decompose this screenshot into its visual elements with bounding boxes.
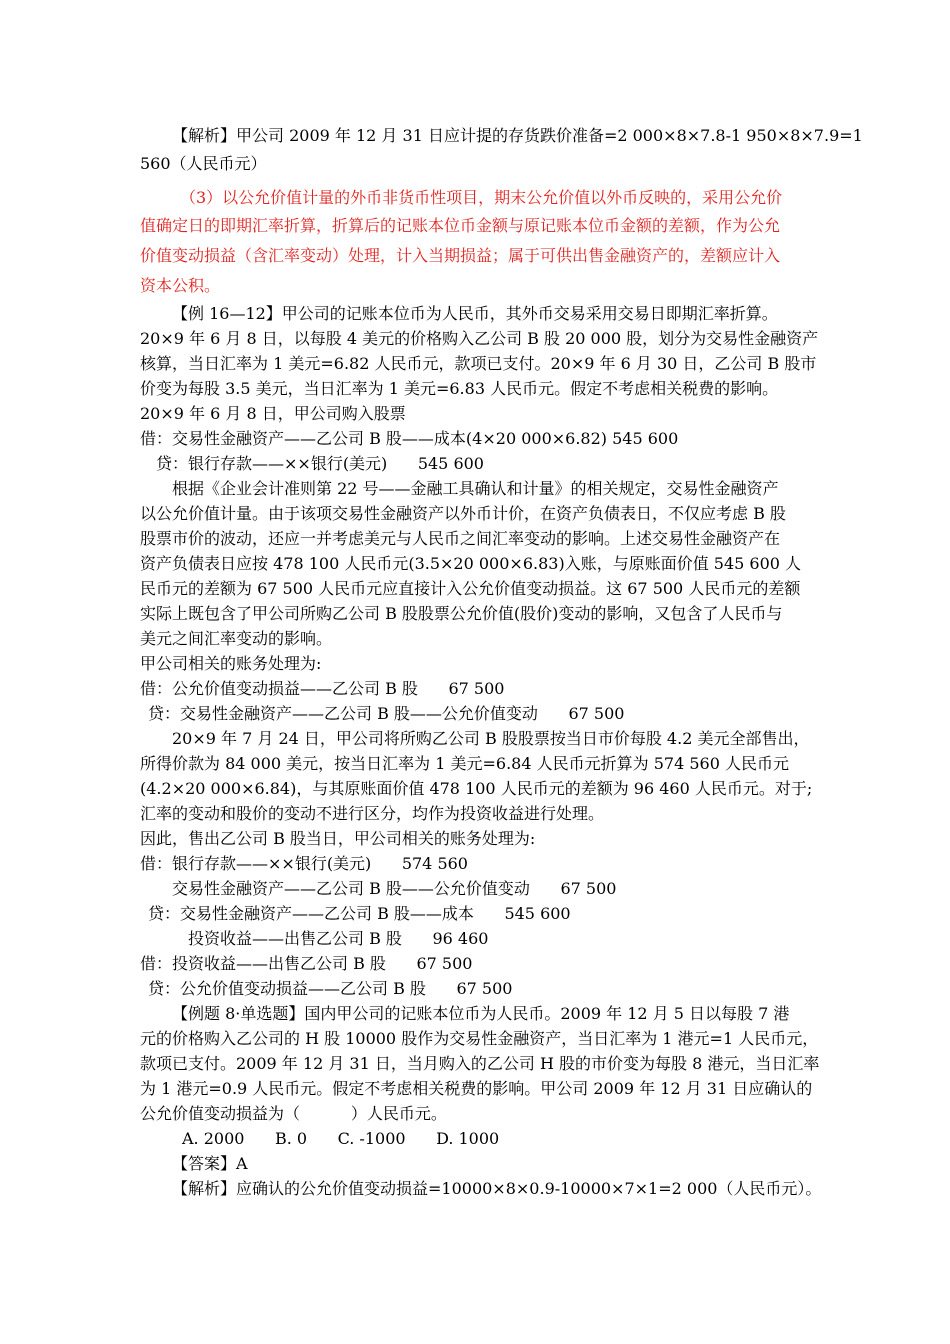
example-line: (4.2×20 000×6.84)，与其原账面价值 478 100 人民币元的差额为 96 460 人民币元。对于; — [140, 779, 813, 798]
example-line: 美元之间汇率变动的影响。 — [140, 629, 333, 648]
analysis-line-2: 560（人民币元） — [140, 154, 267, 173]
question-line: 为 1 港元=0.9 人民币元。假定不考虑相关税费的影响。甲公司 2009 年 12 月 31 日应确认的 — [140, 1079, 813, 1098]
example-line: 民币元的差额为 67 500 人民币元应直接计入公允价值变动损益。这 67 500 人民币元的差额 — [140, 579, 801, 598]
journal-credit-line: 投资收益——出售乙公司 B 股 96 460 — [188, 929, 489, 948]
example-line: 价变为每股 3.5 美元，当日汇率为 1 美元=6.83 人民币元。假定不考虑相关税费的影响。 — [140, 379, 779, 398]
example-line: 20×9 年 6 月 8 日，甲公司购入股票 — [140, 404, 406, 423]
example-line: 甲公司相关的账务处理为: — [140, 654, 322, 673]
example-line: 20×9 年 7 月 24 日，甲公司将所购乙公司 B 股股票按当日市价每股 4.2 美元全部售出， — [172, 729, 810, 748]
example-line: 以公允价值计量。由于该项交易性金融资产以外币计价，在资产负债表日，不仅应考虑 B 股 — [140, 504, 786, 523]
example-line: 【例 16—12】甲公司的记账本位币为人民币，其外币交易采用交易日即期汇率折算。 — [172, 304, 778, 323]
analysis-line: 【解析】应确认的公允价值变动损益=10000×8×0.9-10000×7×1=2 000（人民币元）。 — [172, 1179, 822, 1198]
example-line: 根据《企业会计准则第 22 号——金融工具确认和计量》的相关规定，交易性金融资产 — [172, 479, 779, 498]
rule-3-line-1: （3）以公允价值计量的外币非货币性项目，期末公允价值以外币反映的，采用公允价 — [180, 188, 783, 207]
example-line: 所得价款为 84 000 美元，按当日汇率为 1 美元=6.84 人民币元折算为 574 560 人民币元 — [140, 754, 789, 773]
example-line: 20×9 年 6 月 8 日，以每股 4 美元的价格购入乙公司 B 股 20 000 股，划分为交易性金融资产 — [140, 329, 819, 348]
journal-credit-line: 贷：交易性金融资产——乙公司 B 股——公允价值变动 67 500 — [148, 704, 625, 723]
journal-debit-line: 交易性金融资产——乙公司 B 股——公允价值变动 67 500 — [172, 879, 617, 898]
example-line: 股票市价的波动，还应一并考虑美元与人民币之间汇率变动的影响。上述交易性金融资产在 — [140, 529, 781, 548]
journal-debit-line: 借：银行存款——××银行(美元) 574 560 — [140, 854, 468, 873]
question-line: 元的价格购入乙公司的 H 股 10000 股作为交易性金融资产，当日汇率为 1 港元=1 人民币元， — [140, 1029, 819, 1048]
example-line: 汇率的变动和股价的变动不进行区分，均作为投资收益进行处理。 — [140, 804, 605, 823]
journal-credit-line: 贷：公允价值变动损益——乙公司 B 股 67 500 — [148, 979, 513, 998]
analysis-line-1: 【解析】甲公司 2009 年 12 月 31 日应计提的存货跌价准备=2 000×8×7.8-1 950×8×7.9=1 — [172, 126, 863, 145]
rule-3-line-4: 资本公积。 — [140, 276, 221, 295]
rule-3-line-3: 价值变动损益（含汇率变动）处理，计入当期损益；属于可供出售金融资产的，差额应计入 — [140, 246, 781, 265]
answer-line: 【答案】A — [172, 1154, 248, 1173]
question-line: 【例题 8·单选题】国内甲公司的记账本位币为人民币。2009 年 12 月 5 日以每股 7 港 — [172, 1004, 790, 1023]
example-line: 核算，当日汇率为 1 美元=6.82 人民币元，款项已支付。20×9 年 6 月 30 日，乙公司 B 股市 — [140, 354, 817, 373]
question-line: 公允价值变动损益为（ ）人民币元。 — [140, 1104, 447, 1123]
question-line: 款项已支付。2009 年 12 月 31 日，当月购入的乙公司 H 股的市价变为每股 8 港元，当日汇率 — [140, 1054, 820, 1073]
example-line: 资产负债表日应按 478 100 人民币元(3.5×20 000×6.83)入账，与原账面价值 545 600 人 — [140, 554, 802, 573]
example-line: 因此，售出乙公司 B 股当日，甲公司相关的账务处理为: — [140, 829, 536, 848]
example-line: 实际上既包含了甲公司所购乙公司 B 股股票公允价值(股价)变动的影响，又包含了人民币与 — [140, 604, 783, 623]
rule-3-line-2: 值确定日的即期汇率折算，折算后的记账本位币金额与原记账本位币金额的差额，作为公允 — [140, 216, 781, 235]
journal-debit-line: 借：交易性金融资产——乙公司 B 股——成本(4×20 000×6.82) 545 600 — [140, 429, 679, 448]
answer-options: A. 2000 B. 0 C. -1000 D. 1000 — [182, 1129, 500, 1148]
journal-debit-line: 借：公允价值变动损益——乙公司 B 股 67 500 — [140, 679, 505, 698]
journal-credit-line: 贷：银行存款——××银行(美元) 545 600 — [156, 454, 484, 473]
journal-debit-line: 借：投资收益——出售乙公司 B 股 67 500 — [140, 954, 473, 973]
journal-credit-line: 贷：交易性金融资产——乙公司 B 股——成本 545 600 — [148, 904, 571, 923]
